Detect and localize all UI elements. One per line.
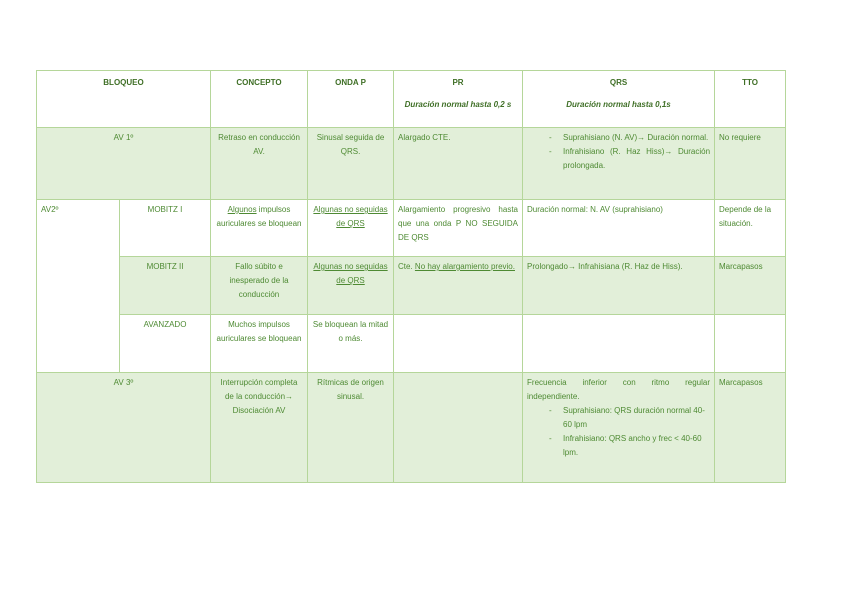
- header-pr: [394, 71, 523, 128]
- mobitz1-concepto-rest: impulsos auriculares se bloquean: [216, 205, 302, 228]
- row-av2-mobitz1: [37, 200, 786, 257]
- header-tto: TTO: [715, 71, 786, 128]
- row-av2-mobitz2: [37, 257, 786, 315]
- av1-concepto: Retraso en conducción AV.: [211, 128, 308, 200]
- avanzado-concepto: Muchos impulsos auriculares se bloquean: [211, 315, 308, 373]
- av3-tto: Marcapasos: [715, 373, 786, 483]
- avanzado-onda-p: Se bloquean la mitad o más.: [308, 315, 394, 373]
- mobitz2-pr-prefix: Cte.: [398, 262, 415, 271]
- header-qrs-subtitle: Duración normal hasta 0,1s: [566, 100, 671, 109]
- av1-qrs-list: [527, 131, 710, 173]
- mobitz1-onda-p: Algunas no seguidas de QRS: [308, 200, 394, 257]
- mobitz2-pr: [394, 257, 523, 315]
- row-av2-avanzado: [37, 315, 786, 373]
- mobitz2-onda-p: Algunas no seguidas de QRS: [308, 257, 394, 315]
- mobitz1-label: MOBITZ I: [120, 200, 211, 257]
- row-av3: [37, 373, 786, 483]
- header-pr-subtitle: Duración normal hasta 0,2 s: [404, 100, 512, 109]
- mobitz1-concepto-underlined: Algunos: [227, 205, 257, 214]
- av1-onda-p: Sinusal seguida de QRS.: [308, 128, 394, 200]
- header-bloqueo: BLOQUEO: [37, 71, 211, 128]
- mobitz1-qrs: Duración normal: N. AV (suprahisiano): [523, 200, 715, 257]
- header-pr-title: PR: [452, 78, 464, 87]
- av3-onda-p: Rítmicas de origen sinusal.: [308, 373, 394, 483]
- mobitz2-tto: Marcapasos: [715, 257, 786, 315]
- avanzado-pr: [394, 315, 523, 373]
- av3-qrs: [523, 373, 715, 483]
- mobitz2-label: MOBITZ II: [120, 257, 211, 315]
- av1-pr: Alargado CTE.: [394, 128, 523, 200]
- av3-qrs-intro: Frecuencia inferior con ritmo regular independiente.: [527, 378, 711, 401]
- header-onda-p: ONDA P: [308, 71, 394, 128]
- avanzado-qrs: [523, 315, 715, 373]
- mobitz1-concepto: [211, 200, 308, 257]
- av3-concepto: Interrupción completa de la conducción→ Disociación AV: [211, 373, 308, 483]
- list-item: - Suprahisiano (N. AV)→ Duración normal.: [549, 131, 710, 145]
- avanzado-label: AVANZADO: [120, 315, 211, 373]
- mobitz2-pr-underlined: No hay alargamiento previo.: [414, 262, 515, 271]
- av-block-table: [36, 70, 786, 483]
- av2-label: AV2º: [37, 200, 120, 373]
- av1-label: AV 1º: [37, 128, 211, 200]
- av3-label: AV 3º: [37, 373, 211, 483]
- av3-pr: [394, 373, 523, 483]
- header-qrs: [523, 71, 715, 128]
- mobitz1-pr: Alargamiento progresivo hasta que una onda P NO SEGUIDA DE QRS: [394, 200, 523, 257]
- list-item: - Suprahisiano: QRS duración normal 40-60 lpm: [549, 404, 710, 432]
- header-row: [37, 71, 786, 128]
- row-av1: [37, 128, 786, 200]
- mobitz1-tto: Depende de la situación.: [715, 200, 786, 257]
- header-qrs-title: QRS: [609, 78, 628, 87]
- mobitz2-qrs: Prolongado→ Infrahisiana (R. Haz de Hiss).: [523, 257, 715, 315]
- header-concepto: CONCEPTO: [211, 71, 308, 128]
- mobitz2-concepto: Fallo súbito e inesperado de la conducción: [211, 257, 308, 315]
- list-item: - Infrahisiano: QRS ancho y frec < 40-60 lpm.: [549, 432, 710, 460]
- av1-tto: No requiere: [715, 128, 786, 200]
- avanzado-tto: [715, 315, 786, 373]
- list-item: - Infrahisiano (R. Haz Hiss)→ Duración prolongada.: [549, 145, 710, 173]
- av1-qrs: [523, 128, 715, 200]
- av3-qrs-list: [527, 404, 710, 460]
